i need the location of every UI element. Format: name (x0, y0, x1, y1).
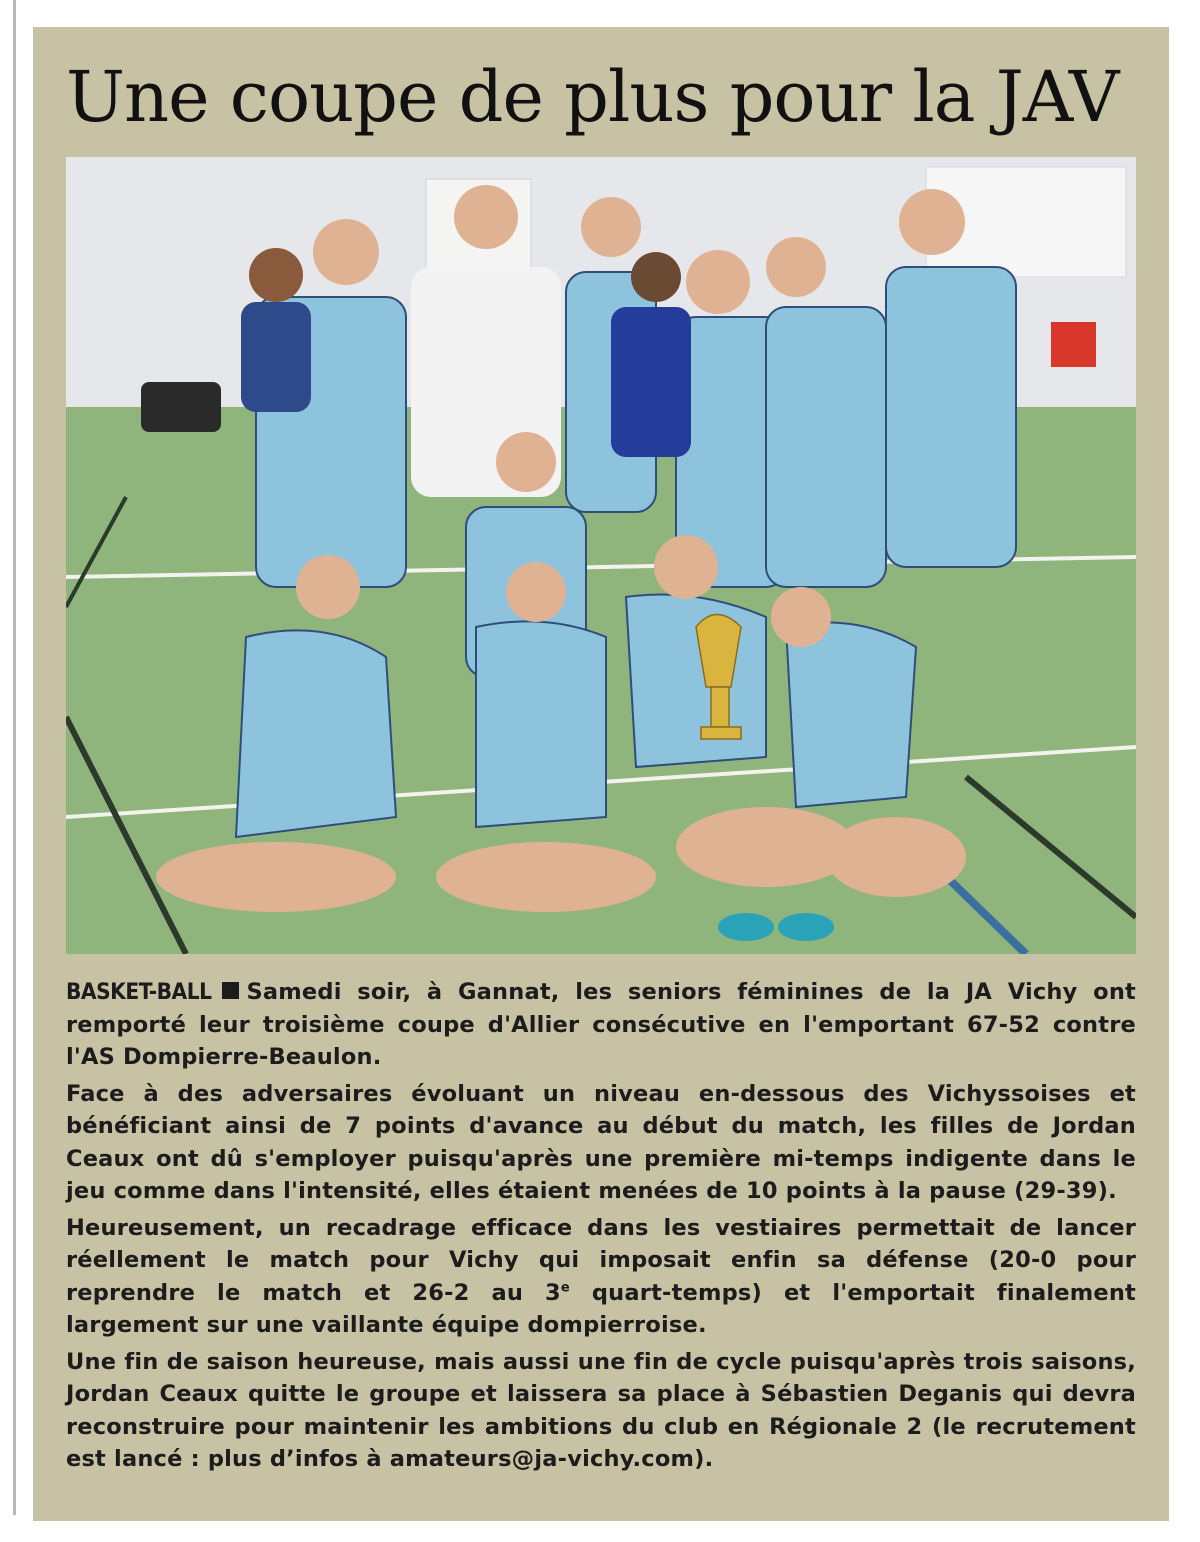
team-photo (66, 157, 1136, 954)
ordinal-superscript: e (560, 1280, 570, 1295)
team-photo-illustration (66, 157, 1136, 954)
lead-text: Samedi soir, à Gannat, les seniors féminines de la JA Vichy ont remporté leur troisième coupe d'Allier consécutive en l'emportant 67-52 contre l'AS Dompierre-Beaulon. (66, 979, 1136, 1070)
article (33, 27, 1169, 1521)
paragraph-4: Une fin de saison heureuse, mais aussi une fin de cycle puisqu'après trois saisons, Jordan Ceaux quitte le groupe et laissera sa place à Sébastien Deganis qui devra reconstruire pour maintenir les ambitions du club en Régionale 2 (le recrutement est lancé : plus d’infos à amateurs@ja-vichy.com). (66, 1348, 1136, 1472)
paragraph-3 (66, 1212, 1136, 1342)
page-margin-rule (13, 0, 16, 1515)
paragraph-3-text-a: Heureusement, un recadrage efficace dans les vestiaires permettait de lancer réellement le match pour Vichy qui imposait enfin sa défense (20-0 pour reprendre le match et 26-2 au 3 (66, 1214, 1136, 1306)
paragraph-2: Face à des adversaires évoluant un niveau en-dessous des Vichyssoises et bénéficiant ainsi de 7 points d'avance au début du match, les filles de Jordan Ceaux ont dû s'employer puisqu'après une première mi-temps indigente dans le jeu comme dans l'intensité, elles étaient menées de 10 points à la pause (29-39). (66, 1080, 1136, 1204)
article-body (66, 976, 1136, 1480)
kicker-square-icon (222, 982, 239, 999)
paragraph-3-text-b: quart-temps) et l'emportait finalement largement sur une vaillante équipe dompierroise. (66, 1279, 1136, 1338)
lead-paragraph (66, 976, 1136, 1074)
headline: Une coupe de plus pour la JAV (66, 56, 1119, 138)
kicker-label: BASKET-BALL (66, 979, 212, 1005)
